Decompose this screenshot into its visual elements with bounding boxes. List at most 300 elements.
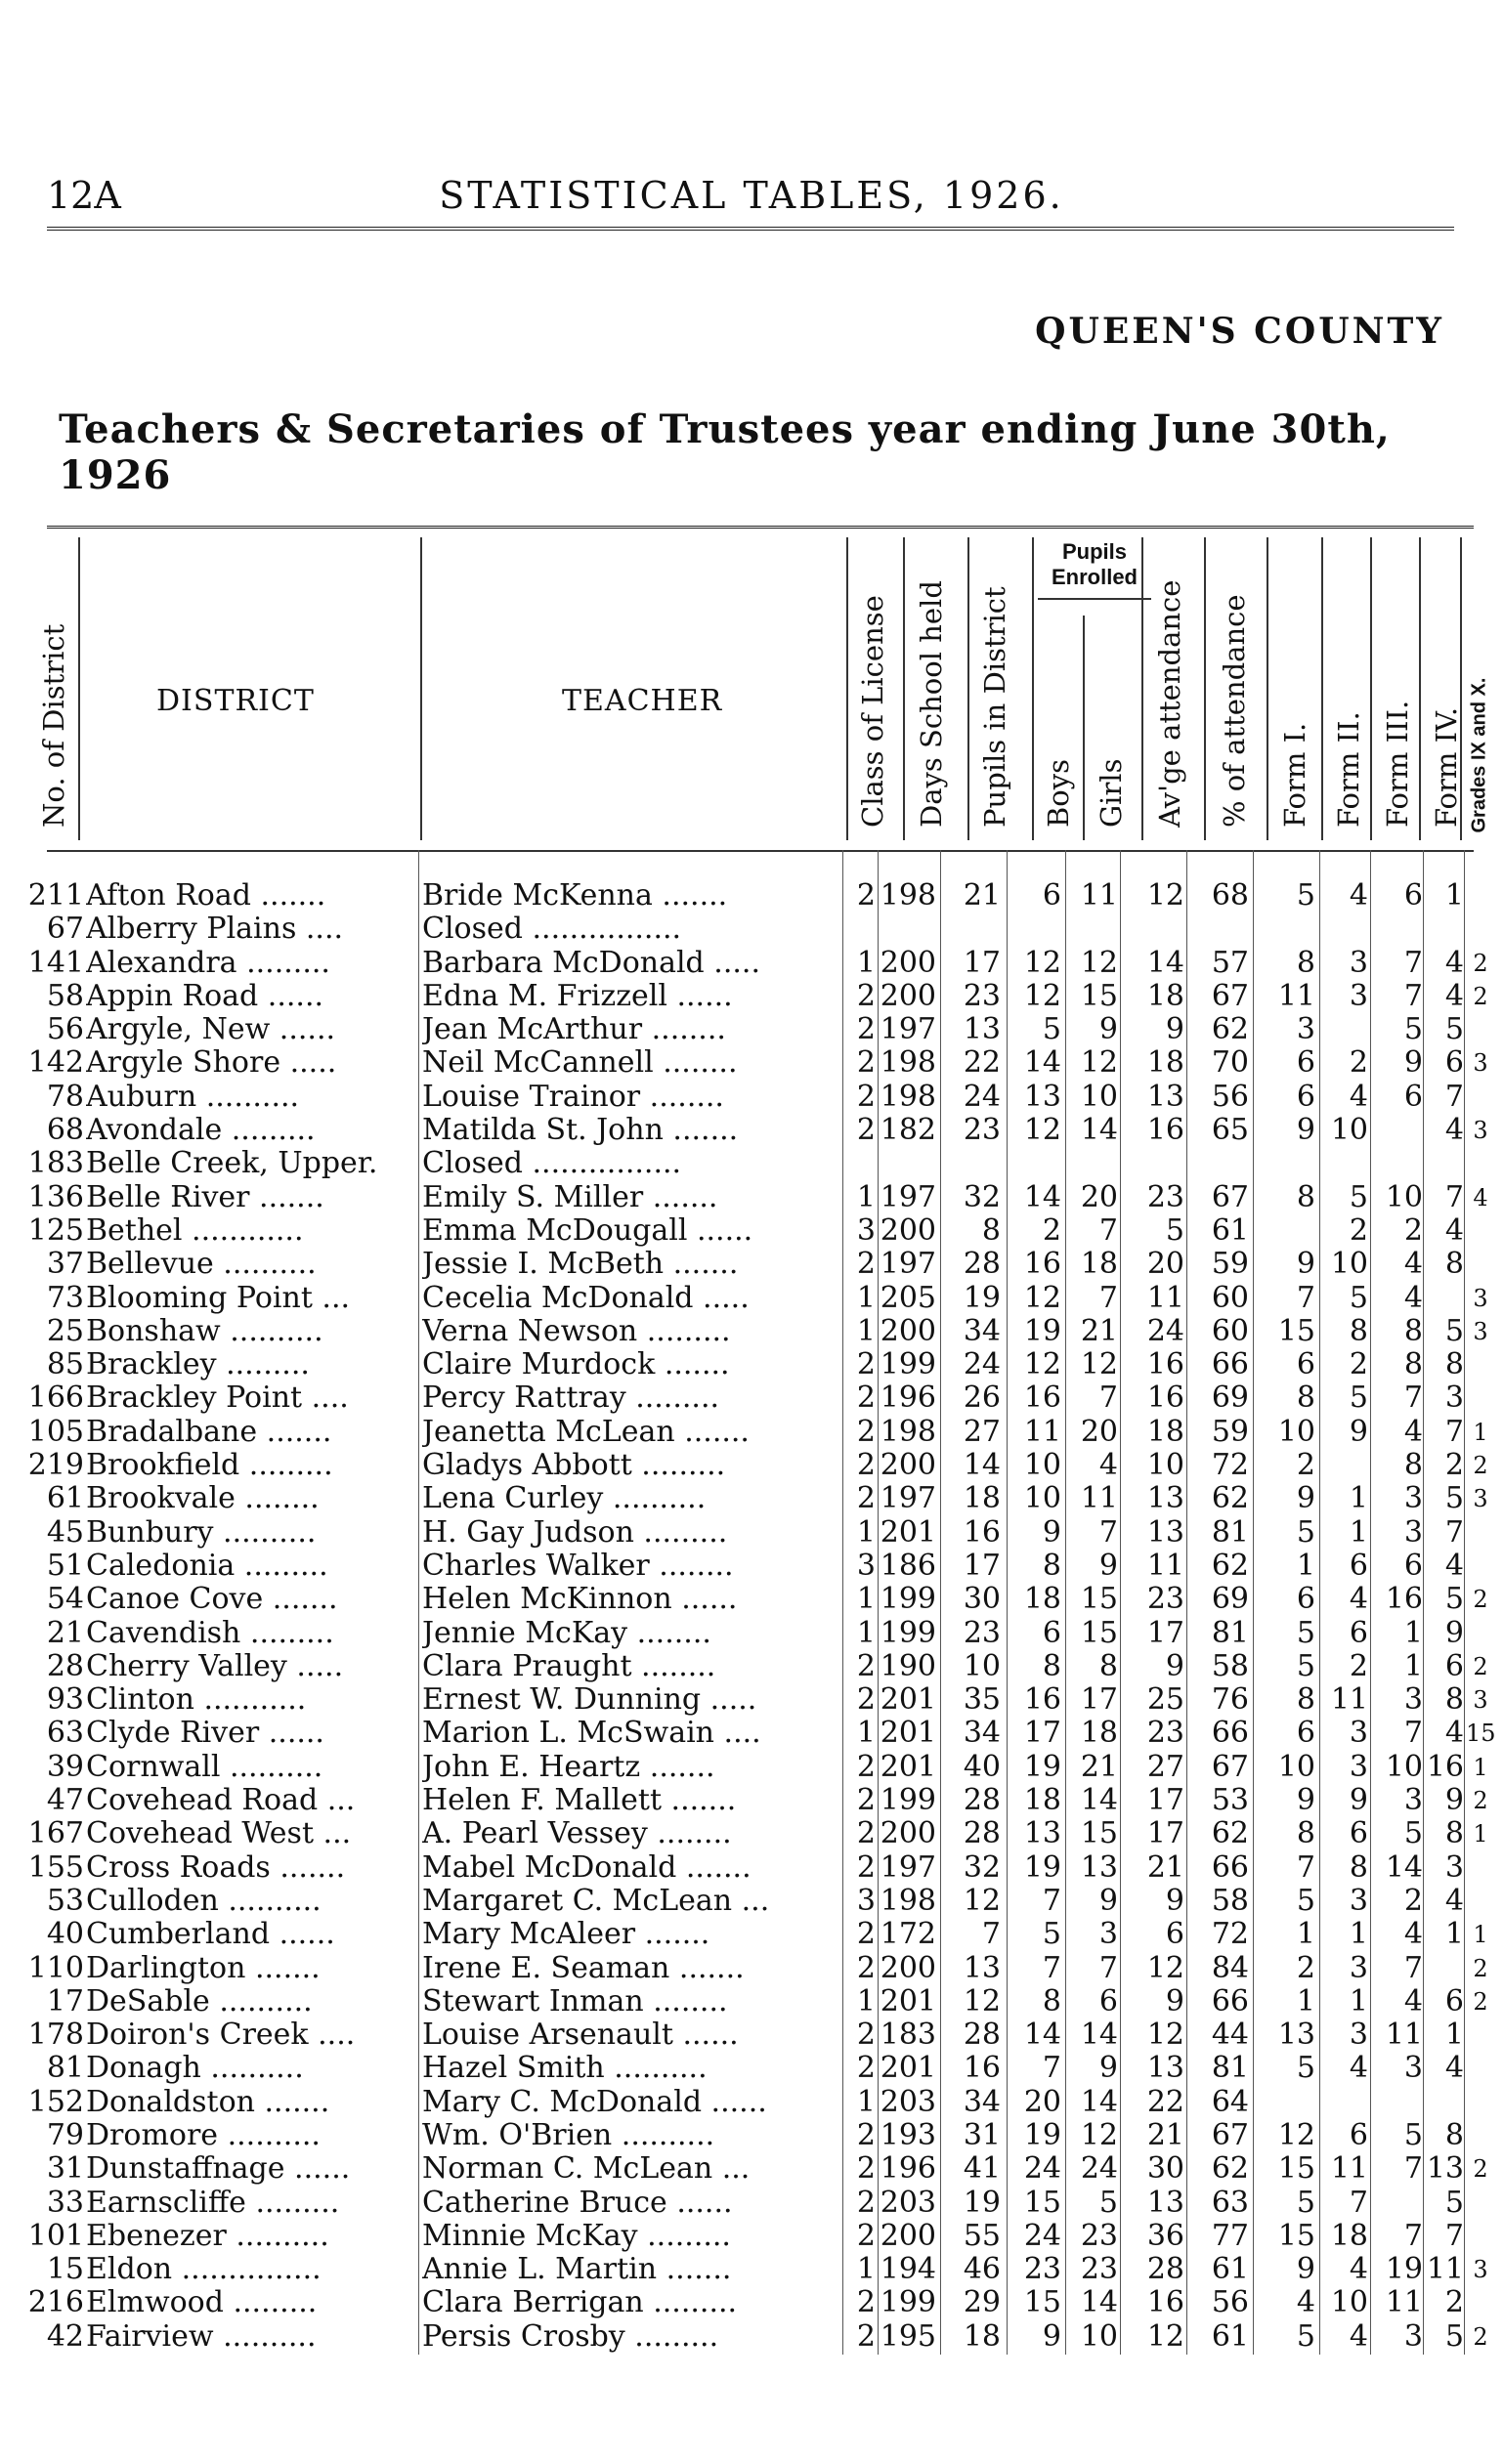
form-1-count: 5 (1296, 2051, 1315, 2086)
form-1-count: 6 (1296, 1347, 1315, 1382)
average-attendance: 18 (1146, 978, 1184, 1013)
average-attendance: 23 (1146, 1179, 1184, 1214)
percent-attendance: 62 (1211, 1012, 1249, 1047)
district-number: 73 (46, 1280, 84, 1315)
form-1-count: 8 (1296, 1381, 1315, 1416)
form-4-count: 5 (1444, 1582, 1464, 1617)
form-1-count: 2 (1296, 1950, 1315, 1985)
class-of-license: 1 (856, 1582, 876, 1617)
district-name: Caledonia ......... (86, 1549, 328, 1583)
col-header-girls: Girls (1095, 758, 1128, 828)
teacher-name: Percy Rattray ......... (422, 1381, 720, 1416)
girls-enrolled: 12 (1080, 1347, 1118, 1382)
pupils-in-district: 24 (963, 1079, 1001, 1114)
form-3-count: 6 (1403, 878, 1423, 913)
average-attendance: 18 (1146, 1045, 1184, 1081)
form-3-count: 3 (1403, 2051, 1423, 2086)
days-school-held: 196 (880, 2151, 936, 2187)
average-attendance: 11 (1146, 1280, 1184, 1315)
girls-enrolled: 14 (1080, 2018, 1118, 2053)
average-attendance: 36 (1146, 2218, 1184, 2253)
district-name: Auburn .......... (86, 1080, 300, 1114)
district-number: 136 (27, 1179, 84, 1214)
form-2-count: 4 (1349, 2252, 1368, 2287)
teacher-name: Edna M. Frizzell ...... (422, 979, 733, 1013)
grades-9-10-count: 3 (1473, 1049, 1488, 1078)
girls-enrolled: 5 (1098, 2185, 1118, 2220)
district-number: 51 (46, 1548, 84, 1583)
district-name: Brackley Point .... (86, 1381, 349, 1416)
form-1-count: 8 (1296, 945, 1315, 980)
form-3-count: 5 (1403, 2117, 1423, 2152)
days-school-held: 196 (880, 1381, 936, 1416)
district-name: Bunbury .......... (86, 1515, 317, 1550)
form-3-count: 16 (1385, 1582, 1423, 1617)
district-number: 155 (27, 1849, 84, 1885)
average-attendance: 13 (1146, 1514, 1184, 1550)
col-header-avg-attendance: Av'ge attendance (1153, 579, 1186, 828)
district-number: 79 (46, 2117, 84, 2152)
class-of-license: 1 (856, 1716, 876, 1751)
pupils-in-district: 18 (963, 1481, 1001, 1516)
form-3-count: 8 (1403, 1448, 1423, 1483)
percent-attendance: 81 (1211, 1615, 1249, 1650)
form-1-count: 1 (1296, 1983, 1315, 2018)
district-number: 152 (27, 2084, 84, 2119)
form-2-count: 4 (1349, 2318, 1368, 2354)
days-school-held: 198 (880, 1883, 936, 1918)
district-number: 78 (46, 1079, 84, 1114)
form-3-count: 6 (1403, 1548, 1423, 1583)
grades-9-10-count: 1 (1473, 1921, 1488, 1949)
teacher-name: Persis Crosby ......... (422, 2319, 719, 2354)
average-attendance: 13 (1146, 1079, 1184, 1114)
pupils-in-district: 10 (963, 1648, 1001, 1683)
district-name: DeSable .......... (86, 1984, 313, 2018)
class-of-license: 1 (856, 1313, 876, 1348)
class-of-license: 2 (856, 2318, 876, 2354)
form-1-count: 12 (1277, 2117, 1315, 2152)
district-number: 101 (27, 2218, 84, 2253)
pupils-in-district: 31 (963, 2117, 1001, 2152)
district-number: 15 (46, 2252, 84, 2287)
form-3-count: 19 (1385, 2252, 1423, 2287)
form-4-count: 11 (1426, 2252, 1464, 2287)
teacher-name: Verna Newson ......... (422, 1314, 731, 1348)
district-number: 54 (46, 1582, 84, 1617)
grades-9-10-count: 2 (1473, 1586, 1488, 1614)
class-of-license: 2 (856, 878, 876, 913)
form-4-count: 8 (1444, 1816, 1464, 1851)
days-school-held: 200 (880, 2218, 936, 2253)
days-school-held: 199 (880, 2285, 936, 2320)
form-2-count: 11 (1330, 1682, 1368, 1718)
teacher-name: Clara Berrigan ......... (422, 2286, 738, 2320)
table-row (0, 1416, 1503, 1449)
form-4-count: 1 (1444, 878, 1464, 913)
district-name: Brookvale ........ (86, 1482, 320, 1516)
percent-attendance: 44 (1211, 2018, 1249, 2053)
form-4-count: 8 (1444, 1682, 1464, 1718)
form-4-count: 5 (1444, 1012, 1464, 1047)
table-row (0, 913, 1503, 946)
percent-attendance: 66 (1211, 1716, 1249, 1751)
girls-enrolled: 20 (1080, 1414, 1118, 1449)
boys-enrolled: 8 (1042, 1648, 1061, 1683)
form-2-count: 4 (1349, 1582, 1368, 1617)
district-number: 68 (46, 1113, 84, 1148)
teacher-name: Louise Trainor ........ (422, 1080, 724, 1114)
class-of-license: 2 (856, 1648, 876, 1683)
teacher-name: Neil McCannell ........ (422, 1046, 738, 1081)
boys-enrolled: 2 (1042, 1212, 1061, 1248)
col-header-class-license: Class of License (856, 595, 889, 828)
form-4-count: 4 (1444, 1883, 1464, 1918)
teacher-name: Cecelia McDonald ..... (422, 1281, 750, 1315)
days-school-held: 203 (880, 2084, 936, 2119)
pupils-in-district: 12 (963, 1883, 1001, 1918)
boys-enrolled: 19 (1023, 1313, 1061, 1348)
boys-enrolled: 10 (1023, 1448, 1061, 1483)
district-name: Belle Creek, Upper. (86, 1147, 378, 1181)
table-row (0, 2187, 1503, 2220)
form-3-count: 14 (1385, 1849, 1423, 1885)
district-number: 85 (46, 1347, 84, 1382)
form-1-count: 1 (1296, 1917, 1315, 1952)
teacher-name: Jeanetta McLean ....... (422, 1415, 750, 1449)
table-row (0, 1583, 1503, 1616)
form-1-count: 2 (1296, 1448, 1315, 1483)
boys-enrolled: 8 (1042, 1983, 1061, 2018)
form-2-count: 1 (1349, 1481, 1368, 1516)
form-4-count: 4 (1444, 945, 1464, 980)
boys-enrolled: 16 (1023, 1381, 1061, 1416)
form-1-count: 9 (1296, 1481, 1315, 1516)
form-4-count: 5 (1444, 1481, 1464, 1516)
table-row (0, 1046, 1503, 1080)
class-of-license: 2 (856, 1749, 876, 1784)
percent-attendance: 81 (1211, 1514, 1249, 1550)
pupils-in-district: 34 (963, 2084, 1001, 2119)
header-col-rule (1204, 537, 1206, 840)
form-2-count: 10 (1330, 1113, 1368, 1148)
form-3-count: 2 (1403, 1883, 1423, 1918)
days-school-held: 201 (880, 2051, 936, 2086)
class-of-license: 3 (856, 1548, 876, 1583)
district-number: 33 (46, 2185, 84, 2220)
form-4-count: 4 (1444, 1113, 1464, 1148)
average-attendance: 9 (1165, 1983, 1184, 2018)
girls-enrolled: 7 (1098, 1950, 1118, 1985)
average-attendance: 23 (1146, 1582, 1184, 1617)
header-col-rule (967, 537, 969, 840)
district-name: Bethel ............ (86, 1213, 304, 1248)
girls-enrolled: 24 (1080, 2151, 1118, 2187)
teacher-name: H. Gay Judson ......... (422, 1515, 728, 1550)
district-name: Darlington ....... (86, 1951, 321, 1985)
teacher-name: Hazel Smith .......... (422, 2052, 708, 2086)
pupils-in-district: 21 (963, 878, 1001, 913)
class-of-license: 2 (856, 2018, 876, 2053)
form-1-count: 10 (1277, 1749, 1315, 1784)
average-attendance: 16 (1146, 1381, 1184, 1416)
girls-enrolled: 23 (1080, 2218, 1118, 2253)
girls-enrolled: 10 (1080, 1079, 1118, 1114)
days-school-held: 197 (880, 1179, 936, 1214)
pupils-in-district: 13 (963, 1012, 1001, 1047)
table-subtitle: Teachers & Secretaries of Trustees year ending June 30th, 1926 (59, 406, 1391, 498)
teacher-name: Catherine Bruce ...... (422, 2186, 733, 2220)
class-of-license: 2 (856, 1783, 876, 1818)
form-4-count: 7 (1444, 1414, 1464, 1449)
days-school-held: 200 (880, 1313, 936, 1348)
form-4-count: 1 (1444, 1917, 1464, 1952)
average-attendance: 30 (1146, 2151, 1184, 2187)
percent-attendance: 61 (1211, 2252, 1249, 2287)
form-4-count: 9 (1444, 1783, 1464, 1818)
average-attendance: 9 (1165, 1012, 1184, 1047)
pupils-in-district: 17 (963, 945, 1001, 980)
form-2-count: 10 (1330, 1247, 1368, 1282)
header-col-rule (1032, 537, 1034, 840)
form-3-count: 3 (1403, 1514, 1423, 1550)
table-row (0, 1985, 1503, 2018)
percent-attendance: 66 (1211, 1347, 1249, 1382)
days-school-held: 200 (880, 1816, 936, 1851)
district-name: Clinton ........... (86, 1683, 307, 1718)
form-4-count: 5 (1444, 1313, 1464, 1348)
district-name: Alexandra ......... (86, 946, 330, 980)
grades-9-10-count: 2 (1473, 1987, 1488, 2016)
teacher-name: Bride McKenna ....... (422, 879, 728, 913)
district-name: Eldon ............... (86, 2253, 322, 2287)
pupils-in-district: 30 (963, 1582, 1001, 1617)
teacher-name: Lena Curley .......... (422, 1482, 707, 1516)
teacher-name: Marion L. McSwain .... (422, 1717, 761, 1751)
class-of-license: 2 (856, 978, 876, 1013)
girls-enrolled: 7 (1098, 1514, 1118, 1550)
header-col-rule (1370, 537, 1372, 840)
girls-enrolled: 23 (1080, 2252, 1118, 2287)
days-school-held: 199 (880, 1783, 936, 1818)
form-2-count: 6 (1349, 1816, 1368, 1851)
days-school-held: 198 (880, 878, 936, 913)
district-number: 40 (46, 1917, 84, 1952)
percent-attendance: 62 (1211, 2151, 1249, 2187)
district-name: Covehead West ... (86, 1817, 352, 1851)
days-school-held: 195 (880, 2318, 936, 2354)
table-row (0, 1617, 1503, 1650)
col-header-form2: Form II. (1332, 711, 1365, 828)
table-row (0, 2018, 1503, 2052)
percent-attendance: 67 (1211, 1749, 1249, 1784)
pupils-in-district: 34 (963, 1313, 1001, 1348)
col-header-form1: Form I. (1278, 722, 1311, 828)
boys-enrolled: 19 (1023, 1849, 1061, 1885)
pupils-in-district: 34 (963, 1716, 1001, 1751)
form-3-count: 4 (1403, 1983, 1423, 2018)
table-row (0, 1784, 1503, 1817)
percent-attendance: 81 (1211, 2051, 1249, 2086)
average-attendance: 16 (1146, 1347, 1184, 1382)
pupils-in-district: 16 (963, 2051, 1001, 2086)
district-name: Bellevue .......... (86, 1248, 317, 1282)
form-3-count: 7 (1403, 1950, 1423, 1985)
percent-attendance: 70 (1211, 1045, 1249, 1081)
pupils-in-district: 19 (963, 1280, 1001, 1315)
district-number: 216 (27, 2285, 84, 2320)
pupils-in-district: 17 (963, 1548, 1001, 1583)
form-1-count: 8 (1296, 1179, 1315, 1214)
average-attendance: 22 (1146, 2084, 1184, 2119)
girls-enrolled: 9 (1098, 1548, 1118, 1583)
average-attendance: 17 (1146, 1816, 1184, 1851)
district-number: 47 (46, 1783, 84, 1818)
days-school-held: 197 (880, 1849, 936, 1885)
percent-attendance: 66 (1211, 1849, 1249, 1885)
grades-9-10-count: 1 (1473, 1418, 1488, 1446)
form-3-count: 6 (1403, 1079, 1423, 1114)
percent-attendance: 65 (1211, 1113, 1249, 1148)
pupils-in-district: 35 (963, 1682, 1001, 1718)
table-row (0, 1482, 1503, 1515)
form-3-count: 2 (1403, 1212, 1423, 1248)
teacher-name: Stewart Inman ........ (422, 1984, 728, 2018)
boys-enrolled: 14 (1023, 1179, 1061, 1214)
percent-attendance: 62 (1211, 1816, 1249, 1851)
girls-enrolled: 12 (1080, 1045, 1118, 1081)
district-name: Argyle Shore ..... (86, 1046, 337, 1081)
class-of-license: 2 (856, 1045, 876, 1081)
girls-enrolled: 11 (1080, 1481, 1118, 1516)
boys-enrolled: 15 (1023, 2185, 1061, 2220)
table-row (0, 1214, 1503, 1248)
percent-attendance: 84 (1211, 1950, 1249, 1985)
district-number: 42 (46, 2318, 84, 2354)
girls-enrolled: 21 (1080, 1313, 1118, 1348)
class-of-license: 3 (856, 1883, 876, 1918)
form-1-count: 5 (1296, 1514, 1315, 1550)
class-of-license: 2 (856, 2185, 876, 2220)
district-name: Dunstaffnage ...... (86, 2152, 351, 2187)
percent-attendance: 53 (1211, 1783, 1249, 1818)
pupils-in-district: 23 (963, 978, 1001, 1013)
district-name: Avondale ......... (86, 1114, 316, 1148)
girls-enrolled: 11 (1080, 878, 1118, 913)
pupils-in-district: 40 (963, 1749, 1001, 1784)
boys-enrolled: 6 (1042, 1615, 1061, 1650)
boys-enrolled: 24 (1023, 2218, 1061, 2253)
class-of-license: 2 (856, 1448, 876, 1483)
grades-9-10-count: 3 (1473, 1284, 1488, 1312)
girls-enrolled: 3 (1098, 1917, 1118, 1952)
average-attendance: 27 (1146, 1749, 1184, 1784)
class-of-license: 2 (856, 1414, 876, 1449)
class-of-license: 1 (856, 1983, 876, 2018)
header-col-rule (846, 537, 848, 840)
district-name: Cross Roads ....... (86, 1850, 346, 1885)
days-school-held: 186 (880, 1548, 936, 1583)
boys-enrolled: 7 (1042, 2051, 1061, 2086)
girls-enrolled: 14 (1080, 2084, 1118, 2119)
boys-enrolled: 9 (1042, 2318, 1061, 2354)
pupils-in-district: 13 (963, 1950, 1001, 1985)
teacher-name: Mary McAleer ....... (422, 1918, 710, 1952)
percent-attendance: 67 (1211, 978, 1249, 1013)
pupils-in-district: 8 (981, 1212, 1001, 1248)
boys-enrolled: 24 (1023, 2151, 1061, 2187)
days-school-held: 190 (880, 1648, 936, 1683)
district-name: Afton Road ....... (86, 879, 326, 913)
girls-enrolled: 15 (1080, 1816, 1118, 1851)
form-3-count: 3 (1403, 1682, 1423, 1718)
teacher-name: Jean McArthur ........ (422, 1013, 726, 1047)
form-1-count: 5 (1296, 2185, 1315, 2220)
boys-enrolled: 14 (1023, 2018, 1061, 2053)
teacher-name: Barbara McDonald ..... (422, 946, 760, 980)
table-row (0, 879, 1503, 913)
days-school-held: 201 (880, 1983, 936, 2018)
teacher-name: Matilda St. John ....... (422, 1114, 739, 1148)
average-attendance: 14 (1146, 945, 1184, 980)
days-school-held: 201 (880, 1716, 936, 1751)
percent-attendance: 62 (1211, 1548, 1249, 1583)
percent-attendance: 66 (1211, 1983, 1249, 2018)
pupils-in-district: 12 (963, 1983, 1001, 2018)
district-number: 183 (27, 1146, 84, 1181)
girls-enrolled: 18 (1080, 1247, 1118, 1282)
form-2-count: 1 (1349, 1983, 1368, 2018)
table-row (0, 1516, 1503, 1550)
form-3-count: 7 (1403, 2218, 1423, 2253)
form-2-count: 11 (1330, 2151, 1368, 2187)
pupils-in-district: 29 (963, 2285, 1001, 2320)
teacher-name: Emma McDougall ...... (422, 1213, 753, 1248)
district-name: Brookfield ......... (86, 1449, 333, 1483)
district-number: 211 (27, 878, 84, 913)
form-4-count: 8 (1444, 1247, 1464, 1282)
days-school-held: 198 (880, 1079, 936, 1114)
form-2-count: 3 (1349, 2018, 1368, 2053)
table-row (0, 1550, 1503, 1583)
teacher-name: Closed ................ (422, 1147, 682, 1181)
form-2-count: 4 (1349, 1079, 1368, 1114)
days-school-held: 199 (880, 1582, 936, 1617)
district-number: 166 (27, 1381, 84, 1416)
pupils-in-district: 41 (963, 2151, 1001, 2187)
teacher-name: Annie L. Martin ....... (422, 2253, 732, 2287)
form-1-count: 5 (1296, 2318, 1315, 2354)
grades-9-10-count: 2 (1473, 2155, 1488, 2184)
teacher-name: Jennie McKay ........ (422, 1616, 711, 1650)
form-2-count: 3 (1349, 1883, 1368, 1918)
boys-enrolled: 18 (1023, 1582, 1061, 1617)
boys-enrolled: 18 (1023, 1783, 1061, 1818)
table-row (0, 2119, 1503, 2152)
class-of-license: 2 (856, 1917, 876, 1952)
pupils-in-district: 28 (963, 1247, 1001, 1282)
district-number: 56 (46, 1012, 84, 1047)
col-header-pct-attendance: % of attendance (1218, 594, 1251, 828)
percent-attendance: 56 (1211, 2285, 1249, 2320)
class-of-license: 1 (856, 945, 876, 980)
form-2-count: 4 (1349, 878, 1368, 913)
average-attendance: 23 (1146, 1716, 1184, 1751)
pupils-in-district: 24 (963, 1347, 1001, 1382)
class-of-license: 2 (856, 1950, 876, 1985)
average-attendance: 6 (1165, 1917, 1184, 1952)
form-4-count: 4 (1444, 978, 1464, 1013)
